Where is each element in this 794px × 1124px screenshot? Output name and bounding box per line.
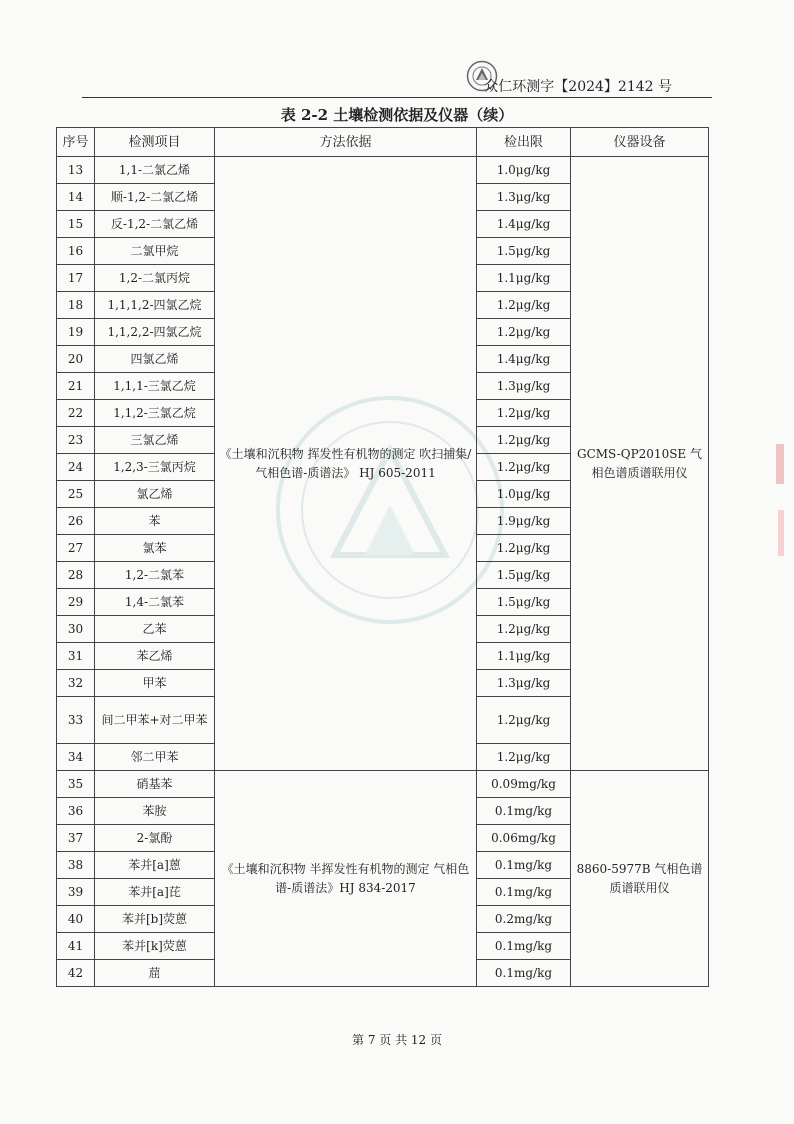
cell-item: 1,4-二氯苯 [95,589,215,616]
cell-item: 氯乙烯 [95,481,215,508]
cell-no: 41 [57,933,95,960]
header-rule [82,97,712,98]
cell-no: 14 [57,184,95,211]
cell-method: 《土壤和沉积物 挥发性有机物的测定 吹扫捕集/气相色谱-质谱法》 HJ 605-2011 [215,157,477,771]
cell-limit: 1.9μg/kg [477,508,571,535]
cell-item: 三氯乙烯 [95,427,215,454]
cell-limit: 1.4μg/kg [477,346,571,373]
cell-no: 17 [57,265,95,292]
cell-limit: 1.5μg/kg [477,589,571,616]
cell-equipment: 8860-5977B 气相色谱质谱联用仪 [571,771,709,987]
cell-limit: 0.1mg/kg [477,933,571,960]
cell-no: 36 [57,798,95,825]
cell-item: 苯 [95,508,215,535]
cell-item: 1,1,2-三氯乙烷 [95,400,215,427]
cell-item: 苯并[a]蒽 [95,852,215,879]
cell-no: 40 [57,906,95,933]
cell-limit: 0.09mg/kg [477,771,571,798]
cell-limit: 0.1mg/kg [477,879,571,906]
cell-no: 20 [57,346,95,373]
cell-limit: 1.2μg/kg [477,400,571,427]
cell-limit: 0.06mg/kg [477,825,571,852]
cell-no: 42 [57,960,95,987]
cell-item: 二氯甲烷 [95,238,215,265]
table-row [57,157,709,184]
detection-table [56,127,709,987]
cell-limit: 1.2μg/kg [477,292,571,319]
table-caption: 表 2-2 土壤检测依据及仪器（续） [280,106,514,124]
cell-item: 反-1,2-二氯乙烯 [95,211,215,238]
cell-limit: 1.2μg/kg [477,427,571,454]
cell-limit: 1.4μg/kg [477,211,571,238]
cell-no: 13 [57,157,95,184]
cell-item: 氯苯 [95,535,215,562]
cell-item: 四氯乙烯 [95,346,215,373]
cell-limit: 1.5μg/kg [477,238,571,265]
cell-limit: 1.2μg/kg [477,319,571,346]
cell-no: 27 [57,535,95,562]
cell-no: 16 [57,238,95,265]
cell-item: 乙苯 [95,616,215,643]
cell-no: 34 [57,744,95,771]
cell-no: 21 [57,373,95,400]
cell-limit: 1.3μg/kg [477,184,571,211]
cell-item: 苯胺 [95,798,215,825]
cell-limit: 0.1mg/kg [477,798,571,825]
cell-item: 甲苯 [95,670,215,697]
cell-item: 1,1,1-三氯乙烷 [95,373,215,400]
cell-no: 32 [57,670,95,697]
col-header-equipment: 仪器设备 [571,128,709,157]
cell-equipment: GCMS-QP2010SE 气相色谱质谱联用仪 [571,157,709,771]
cell-limit: 1.0μg/kg [477,481,571,508]
cell-no: 30 [57,616,95,643]
cell-item: 1,2-二氯丙烷 [95,265,215,292]
cell-limit: 1.3μg/kg [477,373,571,400]
cell-item: 硝基苯 [95,771,215,798]
cell-no: 38 [57,852,95,879]
col-header-no: 序号 [57,128,95,157]
table-row [57,771,709,798]
cell-no: 25 [57,481,95,508]
cell-item: 顺-1,2-二氯乙烯 [95,184,215,211]
table-body [57,157,709,987]
cell-item: 1,2-二氯苯 [95,562,215,589]
cell-no: 37 [57,825,95,852]
cell-limit: 0.2mg/kg [477,906,571,933]
cell-limit: 1.2μg/kg [477,744,571,771]
col-header-limit: 检出限 [477,128,571,157]
page-footer: 第 7 页 共 12 页 [352,1033,442,1047]
cell-item: 1,1,2,2-四氯乙烷 [95,319,215,346]
cell-item: 1,1,1,2-四氯乙烷 [95,292,215,319]
cell-limit: 1.2μg/kg [477,454,571,481]
cell-item: 间二甲苯+对二甲苯 [95,697,215,744]
cell-no: 18 [57,292,95,319]
cell-item: 1,1-二氯乙烯 [95,157,215,184]
cell-no: 26 [57,508,95,535]
cell-limit: 0.1mg/kg [477,852,571,879]
cell-no: 15 [57,211,95,238]
cell-no: 19 [57,319,95,346]
document-number: 众仁环测字【2024】2142 号 [484,79,672,95]
cell-limit: 1.2μg/kg [477,535,571,562]
cell-limit: 1.1μg/kg [477,265,571,292]
cell-item: 1,2,3-三氯丙烷 [95,454,215,481]
table-header-row [57,128,709,157]
cell-no: 22 [57,400,95,427]
cell-item: 苯并[k]荧蒽 [95,933,215,960]
col-header-item: 检测项目 [95,128,215,157]
cell-limit: 1.1μg/kg [477,643,571,670]
cell-no: 23 [57,427,95,454]
cell-limit: 1.5μg/kg [477,562,571,589]
cell-item: 苯乙烯 [95,643,215,670]
cell-no: 31 [57,643,95,670]
cell-method: 《土壤和沉积物 半挥发性有机物的测定 气相色谱-质谱法》HJ 834-2017 [215,771,477,987]
cell-no: 24 [57,454,95,481]
cell-limit: 1.2μg/kg [477,616,571,643]
cell-no: 28 [57,562,95,589]
cell-no: 35 [57,771,95,798]
cell-item: 2-氯酚 [95,825,215,852]
cell-limit: 1.0μg/kg [477,157,571,184]
cell-no: 39 [57,879,95,906]
col-header-method: 方法依据 [215,128,477,157]
cell-no: 29 [57,589,95,616]
red-stamp-edge-icon [772,440,788,560]
cell-no: 33 [57,697,95,744]
cell-item: 苯并[b]荧蒽 [95,906,215,933]
cell-limit: 1.3μg/kg [477,670,571,697]
cell-item: 䓛 [95,960,215,987]
cell-item: 邻二甲苯 [95,744,215,771]
cell-limit: 0.1mg/kg [477,960,571,987]
cell-limit: 1.2μg/kg [477,697,571,744]
cell-item: 苯并[a]芘 [95,879,215,906]
